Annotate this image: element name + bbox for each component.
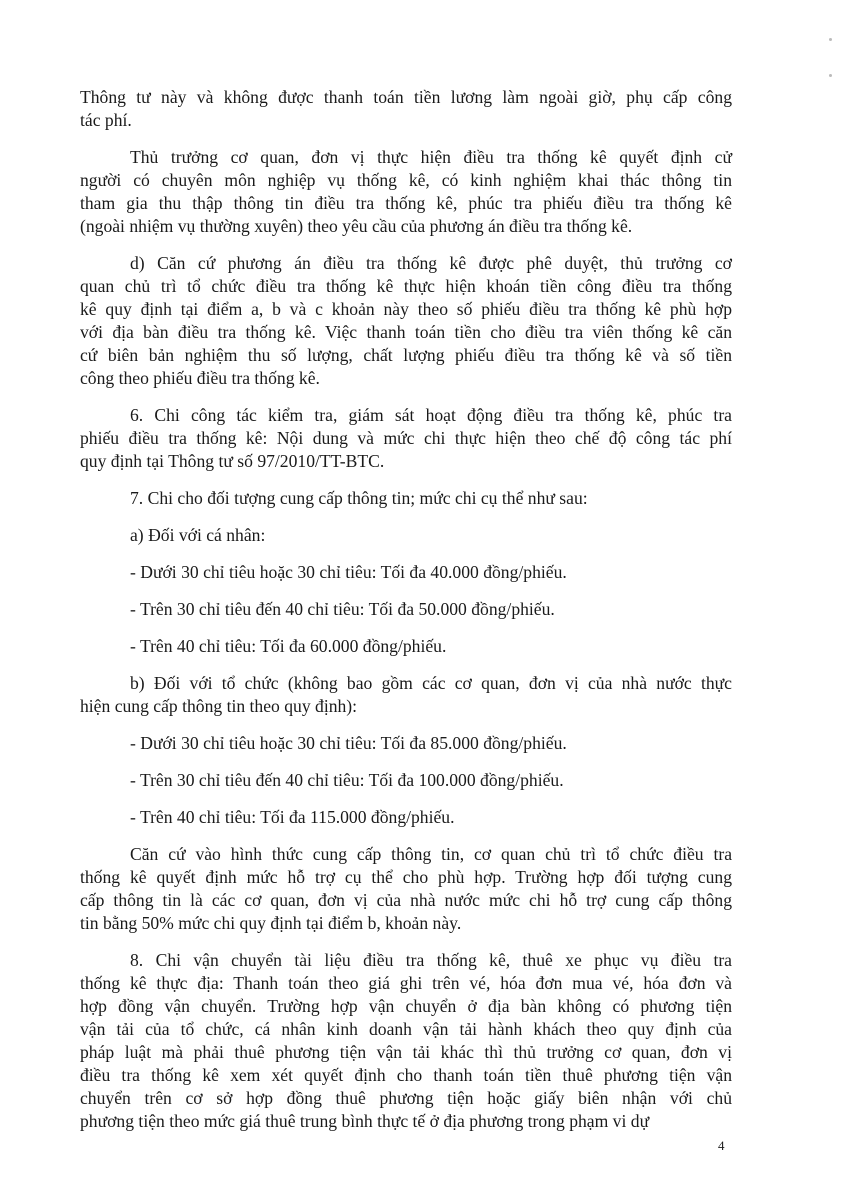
paragraph-p10: [80, 732, 732, 755]
text-line: tham gia thu thập thông tin điều tra thống kê, phúc tra phiếu điều tra thống kê: [80, 193, 732, 213]
document-body: [80, 86, 732, 1147]
paragraph-p3: [80, 404, 732, 473]
page-number: 4: [718, 1138, 725, 1153]
text-line: phương tiện theo mức giá thuê trung bình thực tế ở địa phương trong phạm vi dự: [80, 1111, 650, 1131]
text-line: 7. Chi cho đối tượng cung cấp thông tin; mức chi cụ thể như sau:: [130, 488, 588, 508]
text-line: quan chủ trì tổ chức điều tra thống kê thực hiện khoán tiền công điều tra thống: [80, 276, 732, 296]
text-line: cứ biên bản nghiệm thu số lượng, chất lượng phiếu điều tra thống kê và số tiền: [80, 345, 732, 365]
text-line: pháp luật mà phải thuê phương tiện vận tải khác thì thủ trưởng cơ quan, đơn vị: [80, 1042, 732, 1062]
paragraph-p0: [80, 86, 732, 132]
scan-speck: [829, 74, 832, 77]
text-line: tin bằng 50% mức chi quy định tại điểm b, khoản này.: [80, 913, 462, 933]
text-line: d) Căn cứ phương án điều tra thống kê được phê duyệt, thủ trưởng cơ: [130, 253, 732, 273]
paragraph-p14: [80, 949, 732, 1133]
text-line: với địa bàn điều tra thống kê. Việc thanh toán tiền cho điều tra viên thống kê căn: [80, 322, 732, 342]
text-line: điều tra thống kê xem xét quyết định cho thanh toán tiền thuê phương tiện vận: [80, 1065, 732, 1085]
paragraph-p11: [80, 769, 732, 792]
paragraph-p6: [80, 561, 732, 584]
text-line: quy định tại Thông tư số 97/2010/TT-BTC.: [80, 451, 385, 471]
text-line: thống kê thực địa: Thanh toán theo giá ghi trên vé, hóa đơn mua vé, hóa đơn và: [80, 973, 732, 993]
text-line: - Trên 40 chỉ tiêu: Tối đa 60.000 đồng/phiếu.: [130, 636, 447, 656]
paragraph-p4: [80, 487, 732, 510]
text-line: thống kê quyết định mức hỗ trợ cụ thể cho phù hợp. Trường hợp đối tượng cung: [80, 867, 732, 887]
text-line: kê quy định tại điểm a, b và c khoản này theo số phiếu điều tra thống kê phù hợp: [80, 299, 732, 319]
text-line: hợp đồng vận chuyển. Trường hợp vận chuyển ở địa bàn không có phương tiện: [80, 996, 732, 1016]
text-line: cấp thông tin là các cơ quan, đơn vị của nhà nước mức chi hỗ trợ cung cấp thông: [80, 890, 732, 910]
text-line: vận tải của tổ chức, cá nhân kinh doanh vận tải hành khách theo quy định của: [80, 1019, 732, 1039]
text-line: 8. Chi vận chuyển tài liệu điều tra thống kê, thuê xe phục vụ điều tra: [130, 950, 732, 970]
text-line: 6. Chi công tác kiểm tra, giám sát hoạt động điều tra thống kê, phúc tra: [130, 405, 732, 425]
text-line: người có chuyên môn nghiệp vụ thống kê, có kinh nghiệm khai thác thông tin: [80, 170, 732, 190]
text-line: hiện cung cấp thông tin theo quy định):: [80, 696, 358, 716]
text-line: - Trên 30 chỉ tiêu đến 40 chỉ tiêu: Tối đa 50.000 đồng/phiếu.: [130, 599, 555, 619]
scan-speck: [829, 38, 832, 41]
paragraph-p12: [80, 806, 732, 829]
paragraph-p7: [80, 598, 732, 621]
text-line: (ngoài nhiệm vụ thường xuyên) theo yêu cầu của phương án điều tra thống kê.: [80, 216, 633, 236]
text-line: chuyển trên cơ sở hợp đồng thuê phương tiện hoặc giấy biên nhận với chủ: [80, 1088, 732, 1108]
text-line: - Trên 40 chỉ tiêu: Tối đa 115.000 đồng/phiếu.: [130, 807, 455, 827]
text-line: Thông tư này và không được thanh toán tiền lương làm ngoài giờ, phụ cấp công: [80, 87, 732, 107]
text-line: công theo phiếu điều tra thống kê.: [80, 368, 320, 388]
paragraph-p13: [80, 843, 732, 935]
paragraph-p9: [80, 672, 732, 718]
paragraph-p8: [80, 635, 732, 658]
text-line: tác phí.: [80, 110, 132, 130]
text-line: b) Đối với tổ chức (không bao gồm các cơ quan, đơn vị của nhà nước thực: [130, 673, 732, 693]
text-line: Thủ trưởng cơ quan, đơn vị thực hiện điều tra thống kê quyết định cử: [130, 147, 732, 167]
text-line: phiếu điều tra thống kê: Nội dung và mức chi thực hiện theo chế độ công tác phí: [80, 428, 732, 448]
text-line: - Trên 30 chỉ tiêu đến 40 chỉ tiêu: Tối đa 100.000 đồng/phiếu.: [130, 770, 564, 790]
text-line: - Dưới 30 chỉ tiêu hoặc 30 chỉ tiêu: Tối đa 85.000 đồng/phiếu.: [130, 733, 567, 753]
paragraph-p2: [80, 252, 732, 390]
paragraph-p1: [80, 146, 732, 238]
text-line: - Dưới 30 chỉ tiêu hoặc 30 chỉ tiêu: Tối đa 40.000 đồng/phiếu.: [130, 562, 567, 582]
text-line: Căn cứ vào hình thức cung cấp thông tin, cơ quan chủ trì tổ chức điều tra: [130, 844, 732, 864]
text-line: a) Đối với cá nhân:: [130, 525, 266, 545]
paragraph-p5: [80, 524, 732, 547]
